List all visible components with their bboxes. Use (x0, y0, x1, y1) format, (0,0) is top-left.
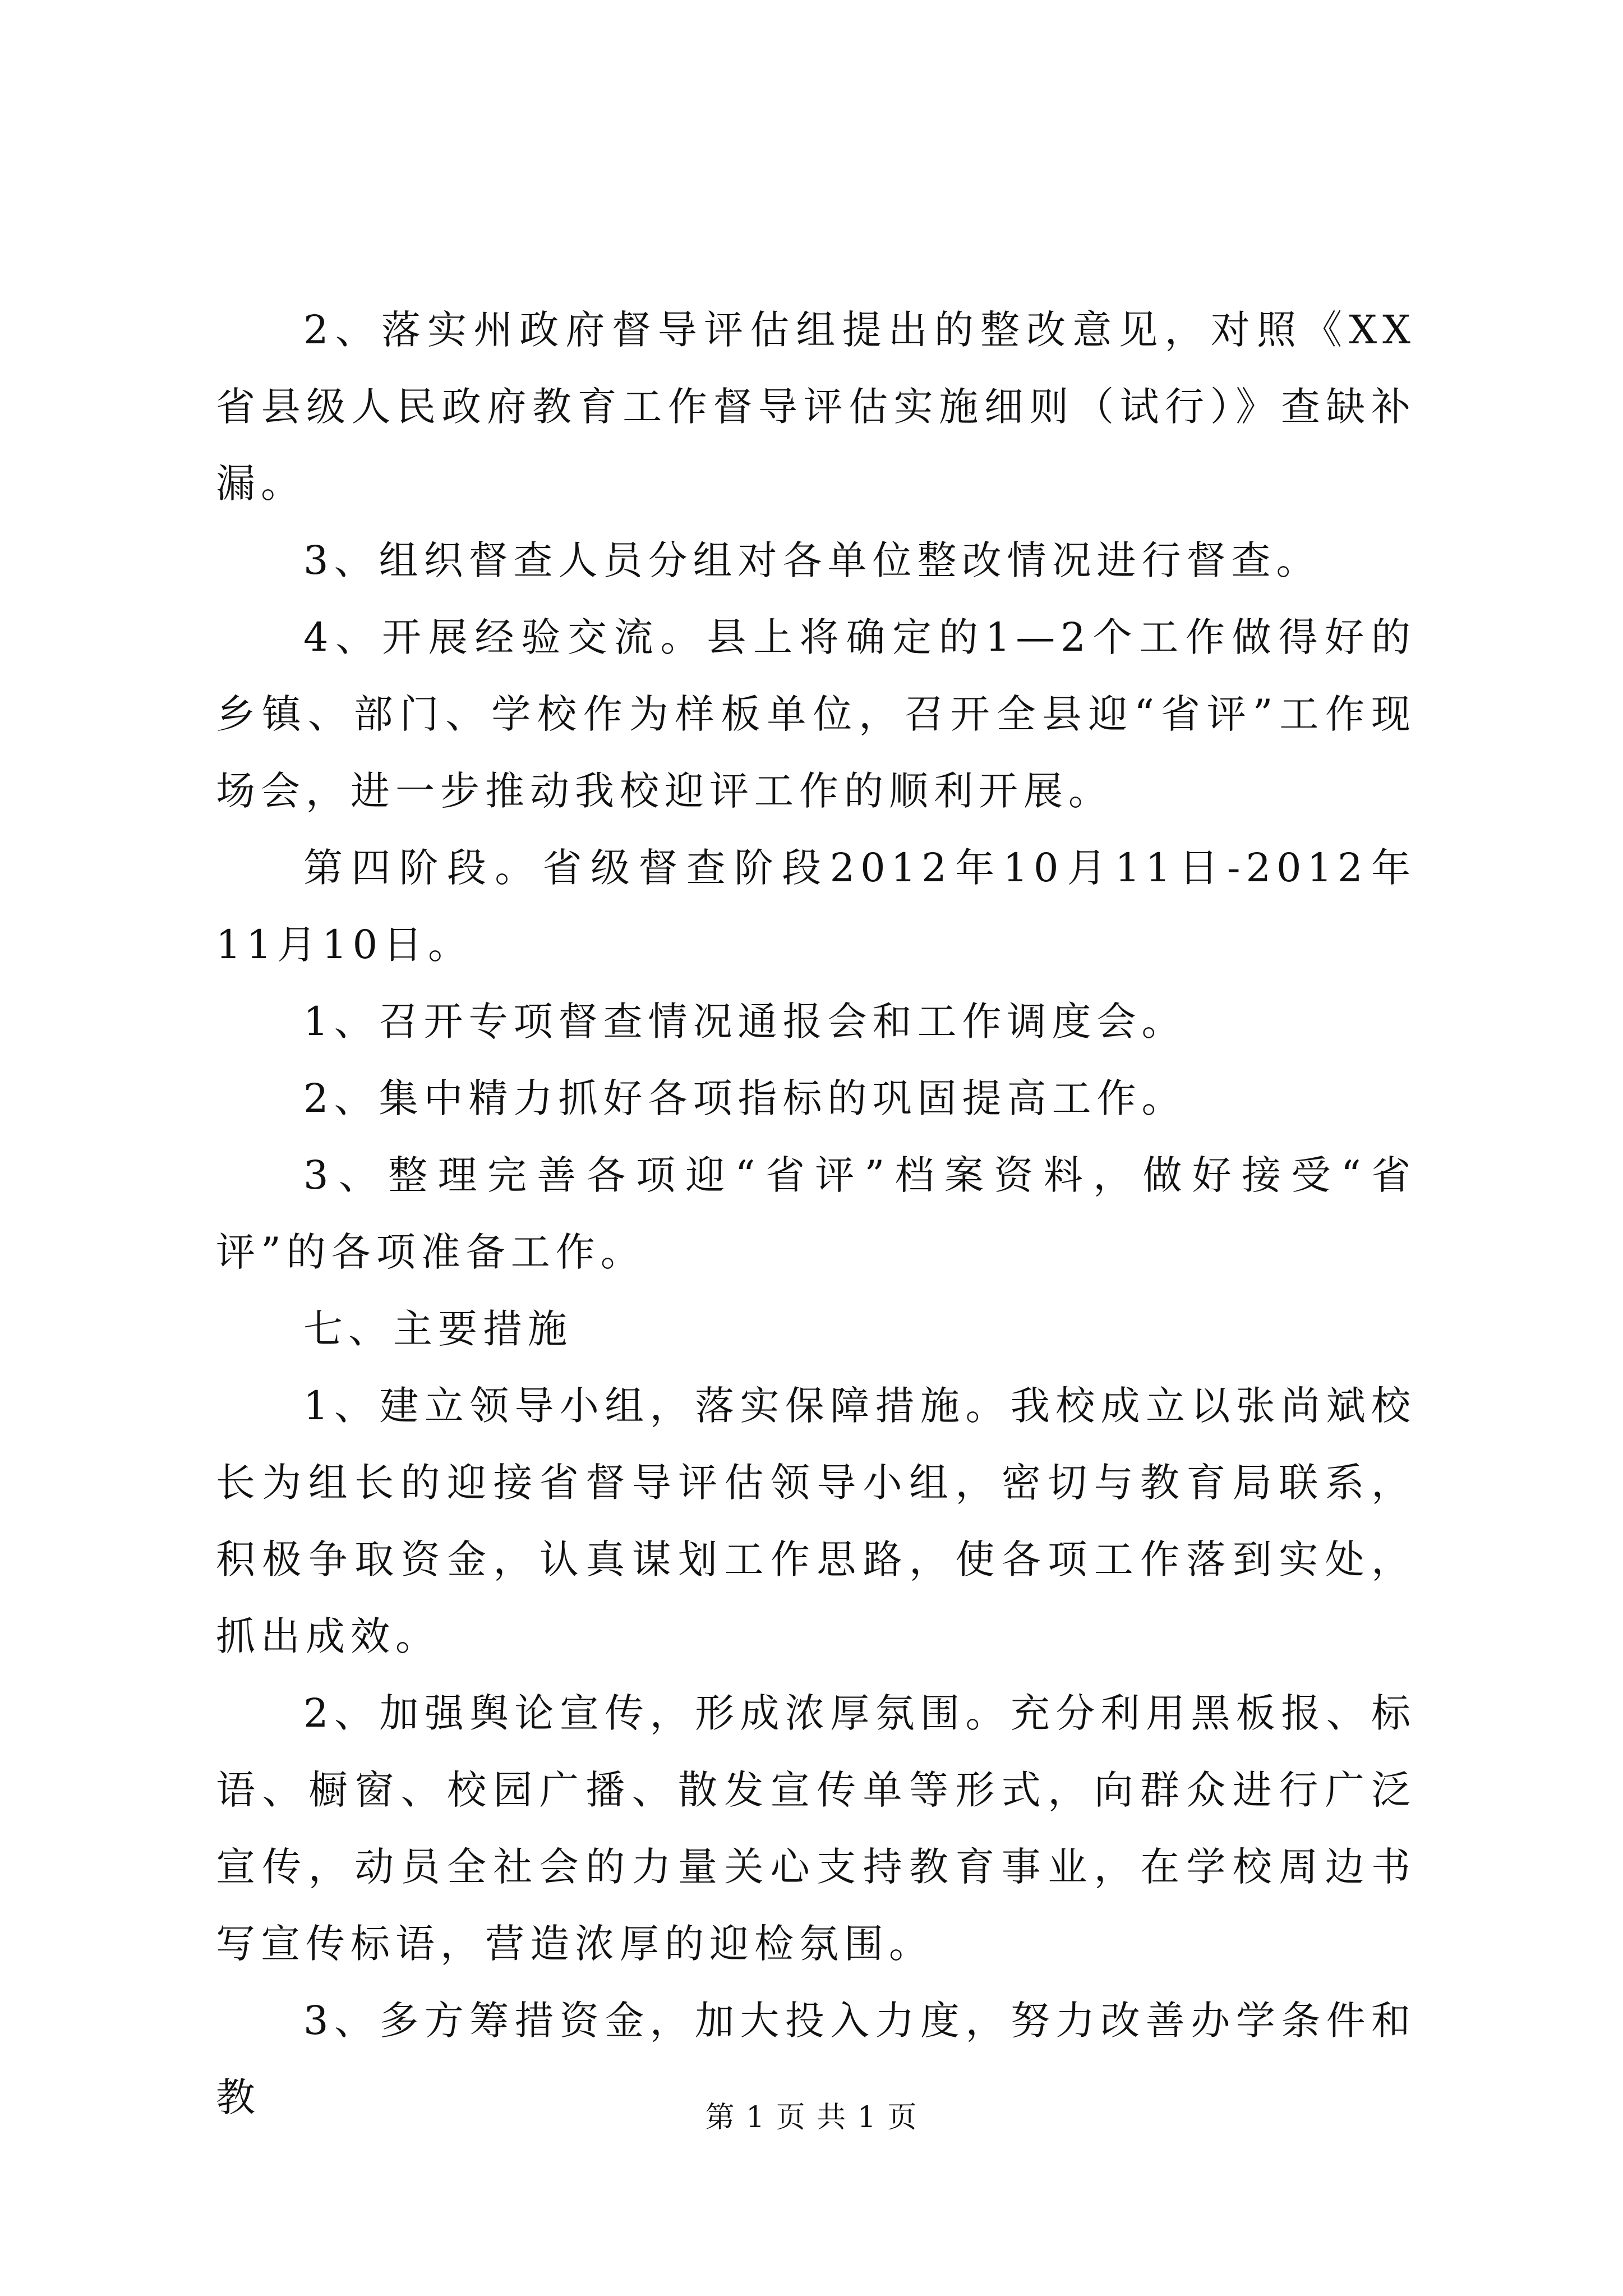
paragraph-stage-four-item-3: 3、整理完善各项迎“省评”档案资料，做好接受“省评”的各项准备工作。 (216, 1152, 1416, 1275)
paragraph-rectification-item-2: 2、落实州政府督导评估组提出的整改意见，对照《XX省县级人民政府教育工作督导评估实施细则（试行）》查缺补漏。 (216, 307, 1416, 507)
paragraph-rectification-item-4: 4、开展经验交流。县上将确定的1—2个工作做得好的乡镇、部门、学校作为样板单位，召开全县迎“省评”工作现场会，进一步推动我校迎评工作的顺利开展。 (216, 614, 1416, 814)
page-footer (0, 2098, 1623, 2137)
section-heading-main-measures: 七、主要措施 (303, 1306, 573, 1352)
paragraph-measure-1: 1、建立领导小组，落实保障措施。我校成立以张尚斌校长为组长的迎接省督导评估领导小组，密切与教育局联系，积极争取资金，认真谋划工作思路，使各项工作落到实处，抓出成效。 (216, 1383, 1416, 1659)
page-number-label: 第 1 页 共 1 页 (705, 2101, 918, 2134)
paragraph-measure-3: 3、多方筹措资金，加大投入力度，努力改善办学条件和教 (216, 1998, 1416, 2120)
paragraph-rectification-item-3: 3、组织督查人员分组对各单位整改情况进行督查。 (303, 537, 1321, 583)
paragraph-stage-four-item-1: 1、召开专项督查情况通报会和工作调度会。 (303, 999, 1187, 1045)
paragraph-stage-four-item-2: 2、集中精力抓好各项指标的巩固提高工作。 (303, 1075, 1187, 1121)
document-body (216, 292, 1416, 2136)
paragraph-measure-2: 2、加强舆论宣传，形成浓厚氛围。充分利用黑板报、标语、橱窗、校园广播、散发宣传单等形式，向群众进行广泛宣传，动员全社会的力量关心支持教育事业，在学校周边书写宣传标语，营造浓厚的迎检氛围。 (216, 1690, 1416, 1967)
paragraph-stage-four-heading: 第四阶段。省级督查阶段2012年10月11日-2012年11月10日。 (216, 845, 1416, 968)
